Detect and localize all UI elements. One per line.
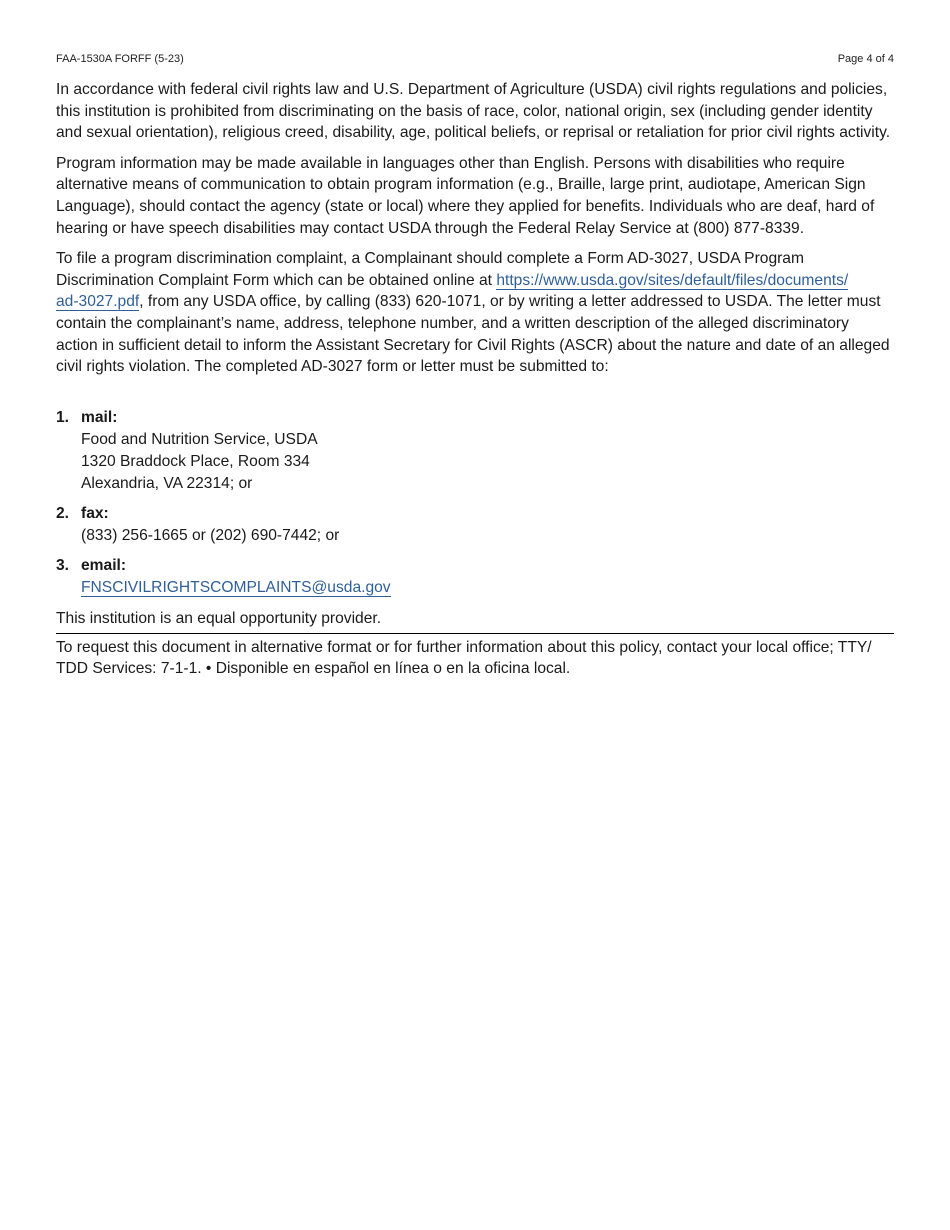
mail-address-line: 1320 Braddock Place, Room 334 — [81, 452, 310, 470]
equal-opportunity-statement: This institution is an equal opportunity provider. — [56, 609, 382, 627]
list-item-fax — [56, 503, 894, 547]
page-number: Page 4 of 4 — [837, 53, 894, 65]
complaint-text-before: To file a program discrimination complaint, a Complainant should complete a Form AD-3027, USDA Program Discrimination Complaint Form which can be obtained online at — [56, 250, 804, 289]
list-item-email — [56, 555, 894, 599]
footer-divider — [56, 633, 894, 634]
list-number: 3. — [56, 556, 70, 574]
fax-numbers: (833) 256-1665 or (202) 690-7442; or — [81, 526, 340, 544]
mail-address-line: Food and Nutrition Service, USDA — [81, 430, 318, 448]
footer-note: To request this document in alternative format or for further information about this policy, contact your local office; TTY/ TDD Services: 7-1-1. • Disponible en español en línea o en la oficina local. — [56, 638, 872, 678]
nondiscrimination-paragraph: In accordance with federal civil rights law and U.S. Department of Agriculture (USDA) civil rights regulations and policies, this institution is prohibited from discriminating on the basis of race, color, national origin, sex (including gender identity and sexual orientation), religious creed, disability, age, political beliefs, or reprisal or retaliation for prior civil rights activity. — [56, 81, 891, 142]
fax-details — [81, 503, 339, 547]
submission-methods-list — [56, 407, 894, 599]
ad-3027-link-line2: ad-3027.pdf — [56, 293, 140, 311]
fax-label: fax: — [81, 504, 109, 522]
form-id: FAA-1530A FORFF (5-23) — [56, 53, 184, 65]
page-header — [56, 50, 894, 68]
email-label: email: — [81, 556, 127, 574]
ad-3027-link-line1: https://www.usda.gov/sites/default/files/documents/ — [496, 271, 849, 289]
list-number: 1. — [56, 408, 70, 426]
complaint-paragraph — [56, 248, 894, 378]
complaint-text-after: , from any USDA office, by calling (833) 620-1071, or by writing a letter addressed to USDA. The letter must contain the complainant’s name, address, telephone number, and a written description of the alleged discriminatory action in sufficient detail to inform the Assistant Secretary for Civil Rights (ASCR) about the nature and date of an alleged civil rights violation. The completed AD-3027 form or letter must be submitted to: — [56, 293, 890, 376]
list-number: 2. — [56, 504, 70, 522]
mail-label: mail: — [81, 408, 118, 426]
email-details — [81, 555, 391, 599]
email-link[interactable]: FNSCIVILRIGHTSCOMPLAINTS@usda.gov — [81, 578, 391, 596]
list-item-mail — [56, 407, 894, 495]
mail-details — [81, 407, 318, 495]
accessibility-paragraph: Program information may be made available in languages other than English. Persons with disabilities who require alternative means of communication to obtain program information (e.g., Braille, large print, audiotape, American Sign Language), should contact the agency (state or local) where they applied for benefits. Individuals who are deaf, hard of hearing or have speech disabilities may contact USDA through the Federal Relay Service at (800) 877-8339. — [56, 154, 875, 237]
mail-address-line: Alexandria, VA 22314; or — [81, 474, 253, 492]
document-page — [56, 50, 894, 680]
